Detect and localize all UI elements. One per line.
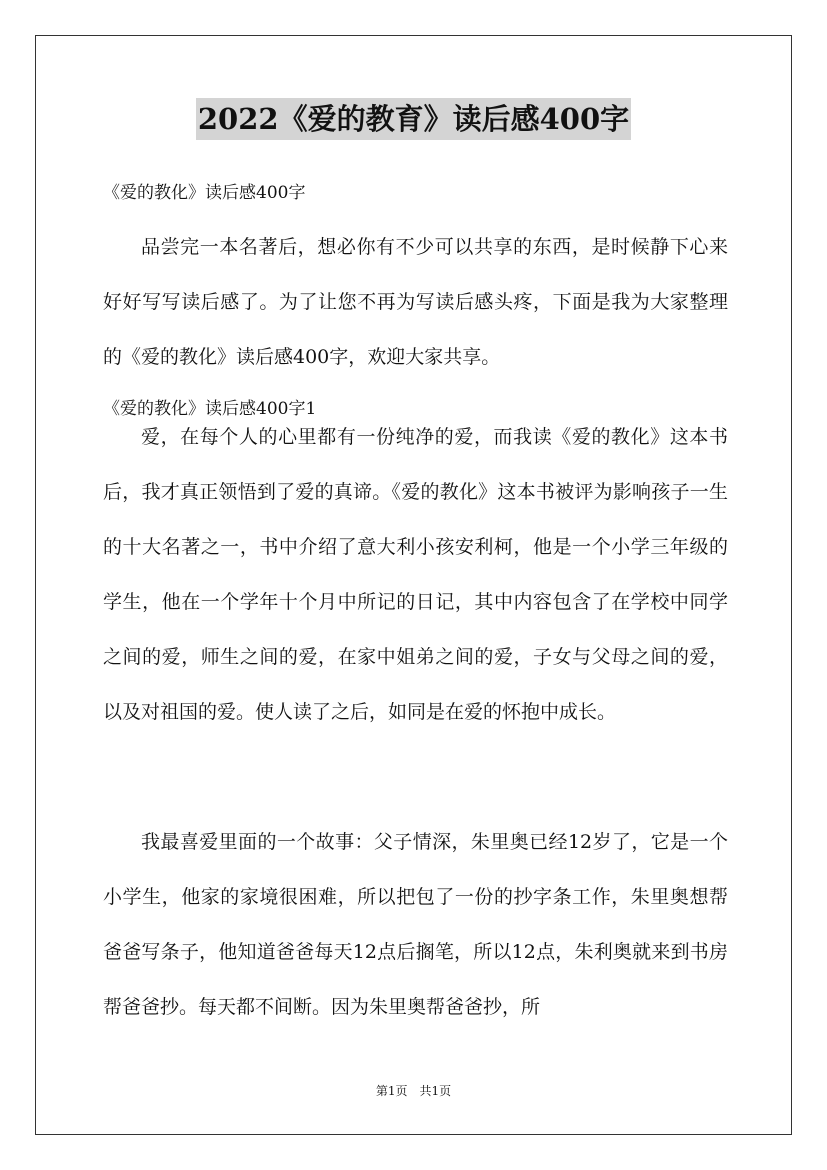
document-title: 2022《爱的教育》读后感400字 — [196, 98, 631, 140]
body-paragraph-1: 爱，在每个人的心里都有一份纯净的爱，而我读《爱的教化》这本书后，我才真正领悟到了爱的真谛。《爱的教化》这本书被评为影响孩子一生的十大名著之一，书中介绍了意大利小孩安利柯，他是一个小学三年级的学生，他在一个学年十个月中所记的日记，其中内容包含了在学校中同学之间的爱，师生之间的爱，在家中姐弟之间的爱，子女与父母之间的爱，以及对祖国的爱。使人读了之后，如同是在爱的怀抱中成长。 — [103, 426, 728, 723]
intro-paragraph: 品尝完一本名著后，想必你有不少可以共享的东西，是时候静下心来好好写写读后感了。为了让您不再为写读后感头疼，下面是我为大家整理的《爱的教化》读后感400字，欢迎大家共享。 — [103, 236, 728, 368]
title-container — [0, 98, 827, 140]
section-heading: 《爱的教化》读后感400字 — [103, 183, 306, 203]
article-heading: 《爱的教化》读后感400字1 — [103, 399, 317, 419]
page-number-footer: 第1页 共1页 — [375, 1084, 452, 1098]
body-paragraph-2: 我最喜爱里面的一个故事：父子情深，朱里奥已经12岁了，它是一个小学生，他家的家境很困难，所以把包了一份的抄字条工作，朱里奥想帮爸爸写条子，他知道爸爸每天12点后搁笔，所以12点，朱利奥就来到书房帮爸爸抄。每天都不间断。因为朱里奥帮爸爸抄，所 — [103, 831, 728, 1018]
